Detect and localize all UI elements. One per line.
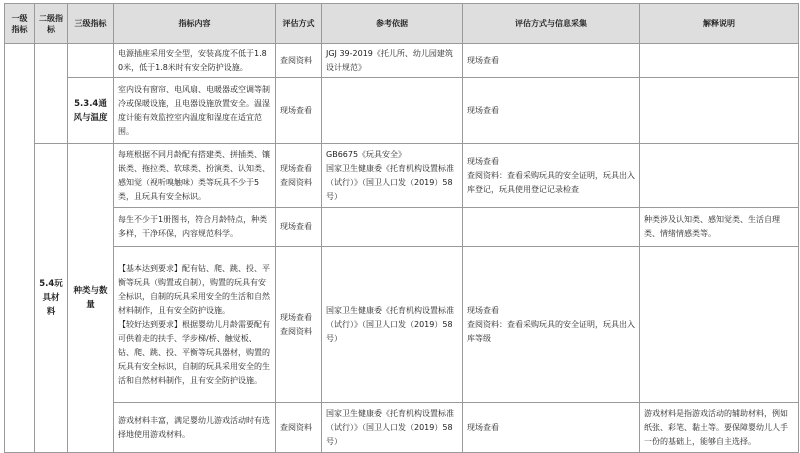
reference-cell: GB6675《玩具安全》 国家卫生健康委《托育机构设置标准（试行）》（国卫人口发（2019）58号） (322, 144, 463, 208)
table-row (5, 78, 799, 144)
table-row (5, 208, 799, 247)
note-cell: 游戏材料是指游戏活动的辅助材料，例如纸张、彩笔、黏土等。要保障婴幼儿人手一份的基础上，能够自主选择。 (640, 403, 799, 453)
info-cell: 现场查看 查阅资料：查看采购玩具的安全证明，玩具出入库登记，玩具使用登记记录检查 (463, 144, 640, 208)
header-reference: 参考依据 (322, 4, 463, 44)
info-cell: 现场查看 查阅资料：查看采购玩具的安全证明，玩具出入库等级 (463, 247, 640, 403)
content-cell: 每生不少于1册图书，符合月龄特点，种类多样，干净环保，内容规范科学。 (114, 208, 276, 247)
info-cell: 现场查看 (463, 403, 640, 453)
reference-cell: 国家卫生健康委《托育机构设置标准（试行）》（国卫人口发（2019）58号） (322, 403, 463, 453)
note-cell (640, 78, 799, 144)
level3-cell-empty (68, 44, 114, 78)
content-cell: 【基本达到要求】配有钻、爬、跳、投、平衡等玩具（购置或自制），购置的玩具有安全标识，自制的玩具采用安全的生活和自然材料制作，且有安全防护设施。 【较好达到要求】根据婴幼儿月龄需要配有可供着走的扶手、学步梯/桥、触觉板、钻、爬、跳、投、平衡等玩具器材，购置的玩具有安全标识，自制的玩具采用安全的生活和自然材料制作，且有安全防护设施。 (114, 247, 276, 403)
method-cell: 现场查看 (276, 78, 322, 144)
info-cell: 现场查看 (463, 78, 640, 144)
table-row (5, 247, 799, 403)
header-row (5, 4, 799, 44)
info-cell: 现场查看 (463, 44, 640, 78)
header-level2: 二级指标 (35, 4, 68, 44)
level2-toy: 5.4玩具材料 (35, 144, 68, 453)
method-cell: 现场查看 (276, 208, 322, 247)
level3-vent: 5.3.4通风与温度 (68, 78, 114, 144)
content-cell: 室内设有窗帘、电风扇、电暖器或空调等制冷或保暖设施，且电器设施放置安全。温湿度计能有效监控室内温度和湿度在适宜范围。 (114, 78, 276, 144)
method-cell: 现场查看 查阅资料 (276, 247, 322, 403)
header-explanation: 解释说明 (640, 4, 799, 44)
indicator-table (4, 3, 799, 453)
content-cell: 游戏材料丰富，满足婴幼儿游戏活动时有选择地使用游戏材料。 (114, 403, 276, 453)
method-cell: 查阅资料 (276, 403, 322, 453)
reference-cell (322, 208, 463, 247)
note-cell: 种类涉及认知类、感知觉类、生活自理类、情绪情感类等。 (640, 208, 799, 247)
level3-toy: 种类与数量 (68, 144, 114, 453)
reference-cell: JGJ 39-2019《托儿所、幼儿园建筑设计规范》 (322, 44, 463, 78)
header-level3: 三级指标 (68, 4, 114, 44)
note-cell (640, 144, 799, 208)
reference-cell (322, 78, 463, 144)
reference-cell: 国家卫生健康委《托育机构设置标准（试行）》（国卫人口发（2019）58号） (322, 247, 463, 403)
info-cell (463, 208, 640, 247)
level2-cell-empty (35, 44, 68, 144)
header-eval-info: 评估方式与信息采集 (463, 4, 640, 44)
method-cell: 查阅资料 (276, 44, 322, 78)
header-level1: 一级指标 (5, 4, 35, 44)
note-cell (640, 247, 799, 403)
header-eval-method: 评估方式 (276, 4, 322, 44)
level1-cell (5, 44, 35, 453)
table-row (5, 403, 799, 453)
content-cell: 每班根据不同月龄配有搭建类、拼插类、镶嵌类、拖拉类、软球类、扮演类、认知类、感知觉（视听嗅触味）类等玩具不少于5类，且玩具有安全标识。 (114, 144, 276, 208)
note-cell (640, 44, 799, 78)
table-row (5, 144, 799, 208)
header-content: 指标内容 (114, 4, 276, 44)
content-cell: 电源插座采用安全型，安装高度不低于1.80米，低于1.8米时有安全防护设施。 (114, 44, 276, 78)
table-row (5, 44, 799, 78)
method-cell: 现场查看 查阅资料 (276, 144, 322, 208)
